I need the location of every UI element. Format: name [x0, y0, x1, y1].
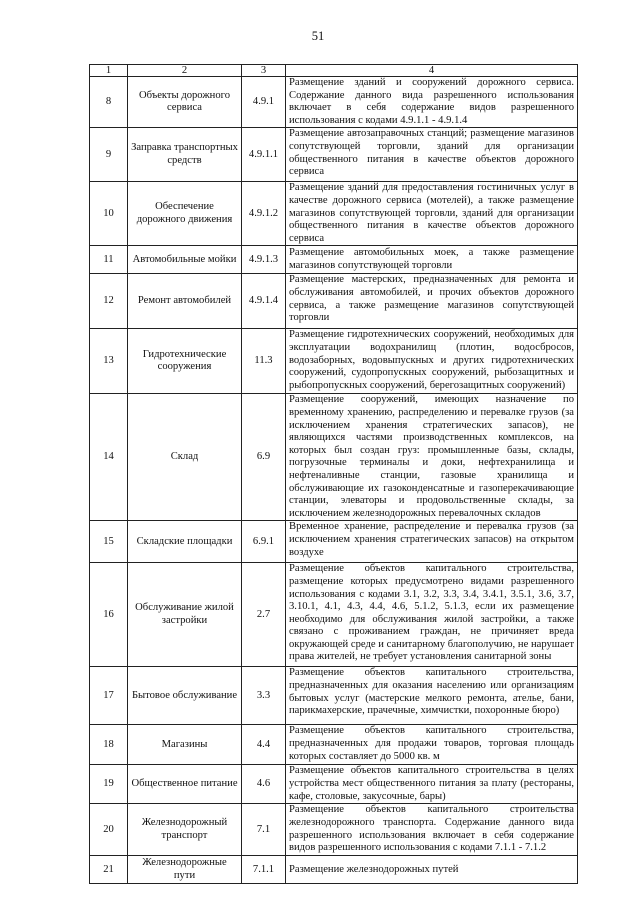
land-use-name: Гидротехнические сооружения — [128, 329, 242, 394]
land-use-code: 4.9.1.1 — [242, 128, 286, 182]
land-use-code: 4.6 — [242, 765, 286, 804]
row-number: 13 — [90, 329, 128, 394]
land-use-description: Размещение автомобильных моек, а также размещение магазинов сопутствующей торговли — [286, 246, 578, 274]
table-row — [90, 765, 578, 804]
land-use-description: Размещение объектов капитального строительства, предназначенных для продажи товаров, торговая площадь которых составляет до 5000 кв. м — [286, 725, 578, 765]
land-use-name: Обслуживание жилой застройки — [128, 563, 242, 667]
row-number: 10 — [90, 182, 128, 246]
row-number: 9 — [90, 128, 128, 182]
column-number-row — [90, 65, 578, 77]
table-row — [90, 563, 578, 667]
land-use-description: Размещение объектов капитального строительства, размещение которых предусмотрено видами разрешенного использования с кодами 3.1, 3.2, 3.3, 3.4, 3.4.1, 3.5.1, 3.6, 3.7, 3.10.1, 4.1, 4.3, 4.4, 4.6, 5.1.2, 5.1.3, если их размещение необходимо для обслуживания жилой застройки, а также связано с проживанием граждан, не причиняет вреда окружающей среде и санитарному благополучию, не нарушает права жителей, не требует установления санитарной зоны — [286, 563, 578, 667]
land-use-code: 4.9.1.3 — [242, 246, 286, 274]
table-row — [90, 128, 578, 182]
row-number: 20 — [90, 804, 128, 856]
row-number: 18 — [90, 725, 128, 765]
land-use-description: Размещение мастерских, предназначенных для ремонта и обслуживания автомобилей, и прочих объектов дорожного сервиса, а также размещение магазинов сопутствующей торговли — [286, 274, 578, 329]
land-use-description: Размещение зданий для предоставления гостиничных услуг в качестве дорожного сервиса (мотелей), а также размещение магазинов сопутствующей торговли, зданий для организации общественного питания в качестве объектов дорожного сервиса — [286, 182, 578, 246]
row-number: 15 — [90, 521, 128, 563]
land-use-description: Размещение объектов капитального строительства, предназначенных для оказания населению или организациям бытовых услуг (мастерские мелкого ремонта, ателье, бани, парикмахерские, прачечные, химчистки, похоронные бюро) — [286, 667, 578, 725]
land-use-name: Склад — [128, 394, 242, 521]
land-use-name: Заправка транспортных средств — [128, 128, 242, 182]
land-use-code: 4.9.1 — [242, 77, 286, 128]
land-use-code: 7.1 — [242, 804, 286, 856]
land-use-name: Ремонт автомобилей — [128, 274, 242, 329]
row-number: 14 — [90, 394, 128, 521]
row-number: 21 — [90, 856, 128, 884]
land-use-code: 4.9.1.2 — [242, 182, 286, 246]
land-use-code: 4.9.1.4 — [242, 274, 286, 329]
column-number-2: 2 — [128, 65, 242, 77]
column-number-3: 3 — [242, 65, 286, 77]
land-use-name: Автомобильные мойки — [128, 246, 242, 274]
row-number: 17 — [90, 667, 128, 725]
page-number: 51 — [311, 29, 325, 43]
table-row — [90, 521, 578, 563]
land-use-name: Складские площадки — [128, 521, 242, 563]
column-number-4: 4 — [286, 65, 578, 77]
table-row — [90, 77, 578, 128]
land-use-code: 6.9.1 — [242, 521, 286, 563]
land-use-name: Бытовое обслуживание — [128, 667, 242, 725]
table-row — [90, 394, 578, 521]
land-use-description: Размещение автозаправочных станций; размещение магазинов сопутствующей торговли, зданий для организации общественного питания в качестве объектов дорожного сервиса — [286, 128, 578, 182]
land-use-code: 7.1.1 — [242, 856, 286, 884]
land-use-description: Размещение гидротехнических сооружений, необходимых для эксплуатации водохранилищ (плотин, водосбросов, водозаборных, водовыпускных и других гидротехнических сооружений, судопропускных сооружений, рыбозащитных и рыбопропускных сооружений, берегозащитных сооружений) — [286, 329, 578, 394]
land-use-name: Объекты дорожного сервиса — [128, 77, 242, 128]
table-row — [90, 667, 578, 725]
land-use-table — [89, 64, 578, 884]
table-row — [90, 274, 578, 329]
row-number: 19 — [90, 765, 128, 804]
row-number: 12 — [90, 274, 128, 329]
land-use-description: Размещение железнодорожных путей — [286, 856, 578, 884]
table-row — [90, 804, 578, 856]
table-row — [90, 725, 578, 765]
land-use-description: Размещение объектов капитального строительства в целях устройства мест общественного питания за плату (рестораны, кафе, столовые, закусочные, бары) — [286, 765, 578, 804]
land-use-code: 3.3 — [242, 667, 286, 725]
land-use-name: Общественное питание — [128, 765, 242, 804]
land-use-code: 11.3 — [242, 329, 286, 394]
table-row — [90, 246, 578, 274]
land-use-description: Размещение сооружений, имеющих назначение по временному хранению, распределению и перевалке грузов (за исключением хранения стратегических запасов), не являющихся частями производственных комплексов, на которых был создан груз: промышленные базы, склады, погрузочные терминалы и доки, нефтехранилища и нефтеналивные станции, газовые хранилища и обслуживающие их газоконденсатные и газоперекачивающие станции, элеваторы и продовольственные склады, за исключением железнодорожных перевалочных складов — [286, 394, 578, 521]
land-use-name: Железнодорожный транспорт — [128, 804, 242, 856]
row-number: 8 — [90, 77, 128, 128]
land-use-name: Обеспечение дорожного движения — [128, 182, 242, 246]
land-use-code: 6.9 — [242, 394, 286, 521]
table-row — [90, 182, 578, 246]
land-use-name: Железнодорожные пути — [128, 856, 242, 884]
land-use-description: Размещение зданий и сооружений дорожного сервиса. Содержание данного вида разрешенного использования включает в себя содержание видов разрешенного использования с кодами 4.9.1.1 - 4.9.1.4 — [286, 77, 578, 128]
land-use-code: 2.7 — [242, 563, 286, 667]
land-use-name: Магазины — [128, 725, 242, 765]
table-row — [90, 329, 578, 394]
land-use-description: Временное хранение, распределение и перевалка грузов (за исключением хранения стратегических запасов) на открытом воздухе — [286, 521, 578, 563]
column-number-1: 1 — [90, 65, 128, 77]
row-number: 16 — [90, 563, 128, 667]
row-number: 11 — [90, 246, 128, 274]
table-row — [90, 856, 578, 884]
land-use-code: 4.4 — [242, 725, 286, 765]
land-use-description: Размещение объектов капитального строительства железнодорожного транспорта. Содержание данного вида разрешенного использования включает в себя содержание видов разрешенного использования с кодами 7.1.1 - 7.1.2 — [286, 804, 578, 856]
